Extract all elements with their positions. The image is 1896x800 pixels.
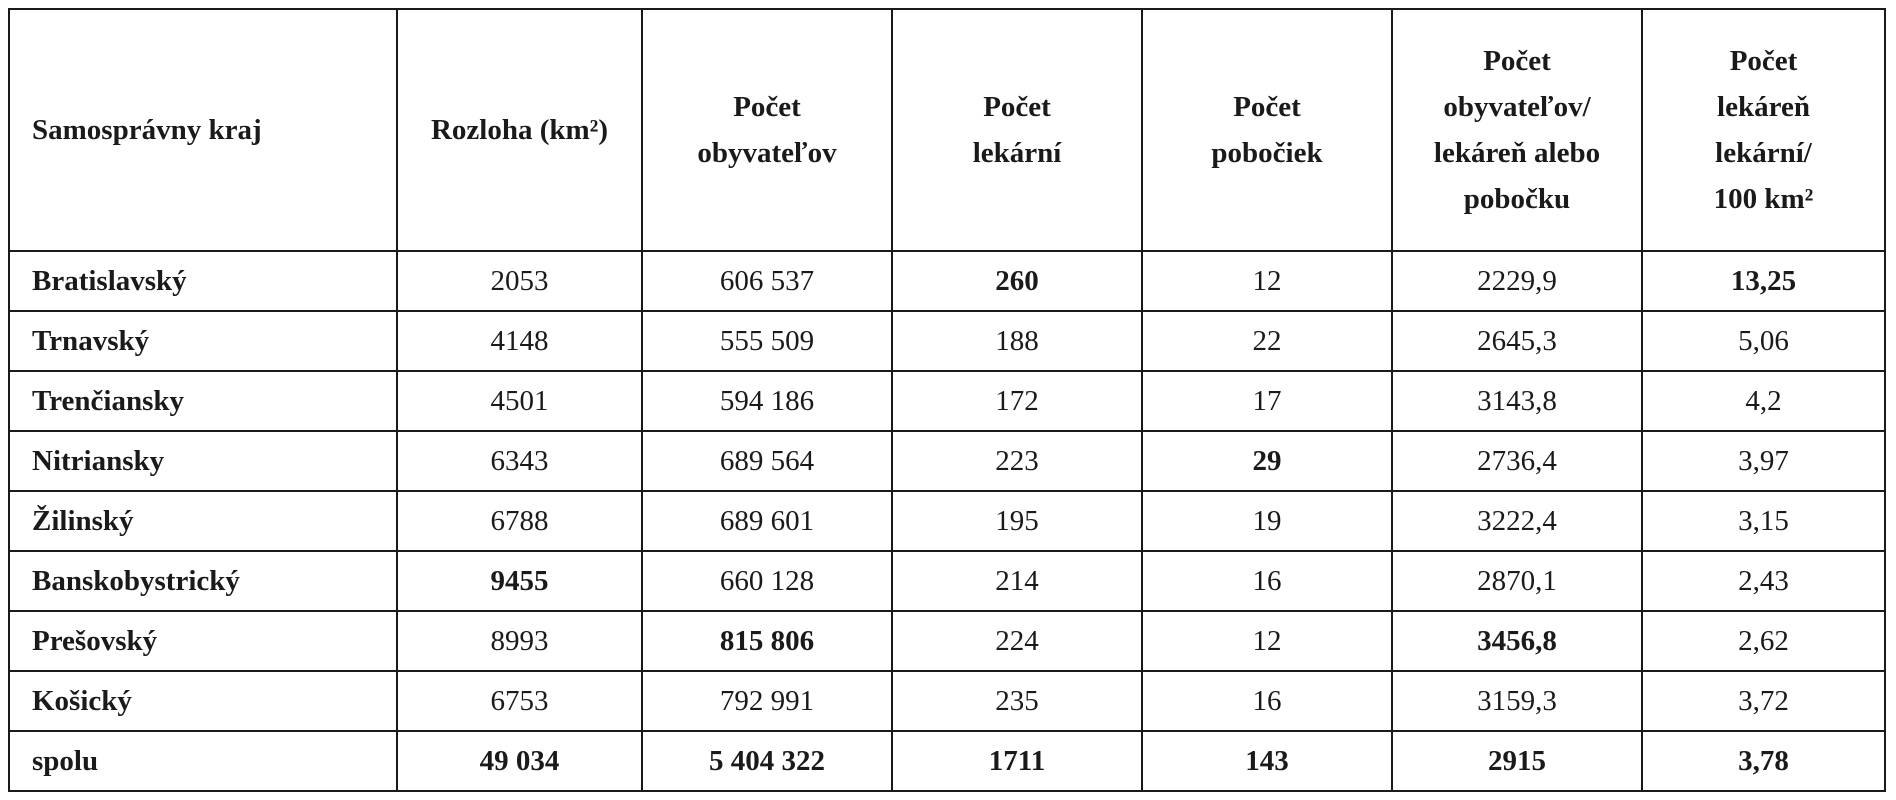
- pharmacies-per-100km2-cell: 3,78: [1642, 731, 1885, 791]
- population-per-pharmacy-cell: 2229,9: [1392, 251, 1642, 311]
- pharmacies-cell: 172: [892, 371, 1142, 431]
- population-cell: 815 806: [642, 611, 892, 671]
- population-cell: 689 601: [642, 491, 892, 551]
- pharmacies-per-100km2-cell: 2,43: [1642, 551, 1885, 611]
- table-header: [9, 9, 1885, 251]
- area-cell: 4148: [397, 311, 642, 371]
- header-line: obyvateľov/: [1443, 91, 1591, 123]
- table-row: [9, 611, 1885, 671]
- branches-cell: 12: [1142, 611, 1392, 671]
- branches-cell: 19: [1142, 491, 1392, 551]
- table-row: [9, 491, 1885, 551]
- population-cell: 792 991: [642, 671, 892, 731]
- header-region: [9, 9, 397, 251]
- header-row: [9, 9, 1885, 251]
- header-line: obyvateľov: [697, 137, 837, 169]
- area-cell: 6343: [397, 431, 642, 491]
- header-line: pobočku: [1463, 183, 1571, 215]
- header-line: lekáreň: [1717, 91, 1810, 123]
- region-cell: spolu: [9, 731, 397, 791]
- header-pharmacies: [892, 9, 1142, 251]
- branches-cell: 17: [1142, 371, 1392, 431]
- pharmacies-per-100km2-cell: 3,72: [1642, 671, 1885, 731]
- population-cell: 5 404 322: [642, 731, 892, 791]
- population-per-pharmacy-cell: 3159,3: [1392, 671, 1642, 731]
- area-cell: 8993: [397, 611, 642, 671]
- population-per-pharmacy-cell: 2736,4: [1392, 431, 1642, 491]
- pharmacies-per-100km2-cell: 2,62: [1642, 611, 1885, 671]
- area-cell: 6788: [397, 491, 642, 551]
- header-line: Počet: [1233, 91, 1301, 123]
- pharmacies-cell: 214: [892, 551, 1142, 611]
- population-cell: 606 537: [642, 251, 892, 311]
- pharmacies-per-100km2-cell: 5,06: [1642, 311, 1885, 371]
- table-row: [9, 431, 1885, 491]
- branches-cell: 143: [1142, 731, 1392, 791]
- population-per-pharmacy-cell: 2645,3: [1392, 311, 1642, 371]
- pharmacies-per-100km2-cell: 4,2: [1642, 371, 1885, 431]
- region-cell: Žilinský: [9, 491, 397, 551]
- area-cell: 4501: [397, 371, 642, 431]
- header-line: lekární/: [1715, 137, 1812, 169]
- table-row: [9, 251, 1885, 311]
- header-pharmacies-per-100km2: [1642, 9, 1885, 251]
- table-row: [9, 671, 1885, 731]
- header-area: [397, 9, 642, 251]
- population-cell: 660 128: [642, 551, 892, 611]
- header-line: Počet: [733, 91, 801, 123]
- branches-cell: 16: [1142, 551, 1392, 611]
- population-cell: 555 509: [642, 311, 892, 371]
- header-line: Samosprávny kraj: [32, 114, 262, 146]
- pharmacies-cell: 1711: [892, 731, 1142, 791]
- header-line: 100 km²: [1713, 183, 1814, 215]
- branches-cell: 12: [1142, 251, 1392, 311]
- population-per-pharmacy-cell: 3456,8: [1392, 611, 1642, 671]
- pharmacies-cell: 224: [892, 611, 1142, 671]
- header-line: lekáreň alebo: [1433, 137, 1601, 169]
- area-cell: 6753: [397, 671, 642, 731]
- table-body: [9, 251, 1885, 791]
- header-population: [642, 9, 892, 251]
- branches-cell: 22: [1142, 311, 1392, 371]
- header-line: Rozloha (km²): [430, 114, 609, 146]
- population-cell: 594 186: [642, 371, 892, 431]
- pharmacies-cell: 223: [892, 431, 1142, 491]
- pharmacy-statistics-table: [8, 8, 1886, 792]
- area-cell: 2053: [397, 251, 642, 311]
- pharmacies-cell: 260: [892, 251, 1142, 311]
- table-row: [9, 551, 1885, 611]
- pharmacy-statistics-table-wrapper: [8, 8, 1884, 792]
- region-cell: Banskobystrický: [9, 551, 397, 611]
- pharmacies-cell: 235: [892, 671, 1142, 731]
- header-line: Počet: [1729, 45, 1798, 77]
- header-line: Počet: [983, 91, 1051, 123]
- population-cell: 689 564: [642, 431, 892, 491]
- header-line: Počet: [1483, 45, 1551, 77]
- header-line: lekární: [972, 137, 1062, 169]
- pharmacies-per-100km2-cell: 3,15: [1642, 491, 1885, 551]
- area-cell: 49 034: [397, 731, 642, 791]
- area-cell: 9455: [397, 551, 642, 611]
- total-row: [9, 731, 1885, 791]
- region-cell: Prešovský: [9, 611, 397, 671]
- region-cell: Bratislavský: [9, 251, 397, 311]
- table-row: [9, 371, 1885, 431]
- region-cell: Trnavský: [9, 311, 397, 371]
- header-population-per-pharmacy: [1392, 9, 1642, 251]
- region-cell: Nitriansky: [9, 431, 397, 491]
- branches-cell: 29: [1142, 431, 1392, 491]
- header-line: pobočiek: [1211, 137, 1323, 169]
- region-cell: Trenčiansky: [9, 371, 397, 431]
- header-branches: [1142, 9, 1392, 251]
- population-per-pharmacy-cell: 3222,4: [1392, 491, 1642, 551]
- pharmacies-per-100km2-cell: 3,97: [1642, 431, 1885, 491]
- branches-cell: 16: [1142, 671, 1392, 731]
- pharmacies-cell: 195: [892, 491, 1142, 551]
- population-per-pharmacy-cell: 3143,8: [1392, 371, 1642, 431]
- pharmacies-per-100km2-cell: 13,25: [1642, 251, 1885, 311]
- population-per-pharmacy-cell: 2870,1: [1392, 551, 1642, 611]
- table-row: [9, 311, 1885, 371]
- region-cell: Košický: [9, 671, 397, 731]
- population-per-pharmacy-cell: 2915: [1392, 731, 1642, 791]
- pharmacies-cell: 188: [892, 311, 1142, 371]
